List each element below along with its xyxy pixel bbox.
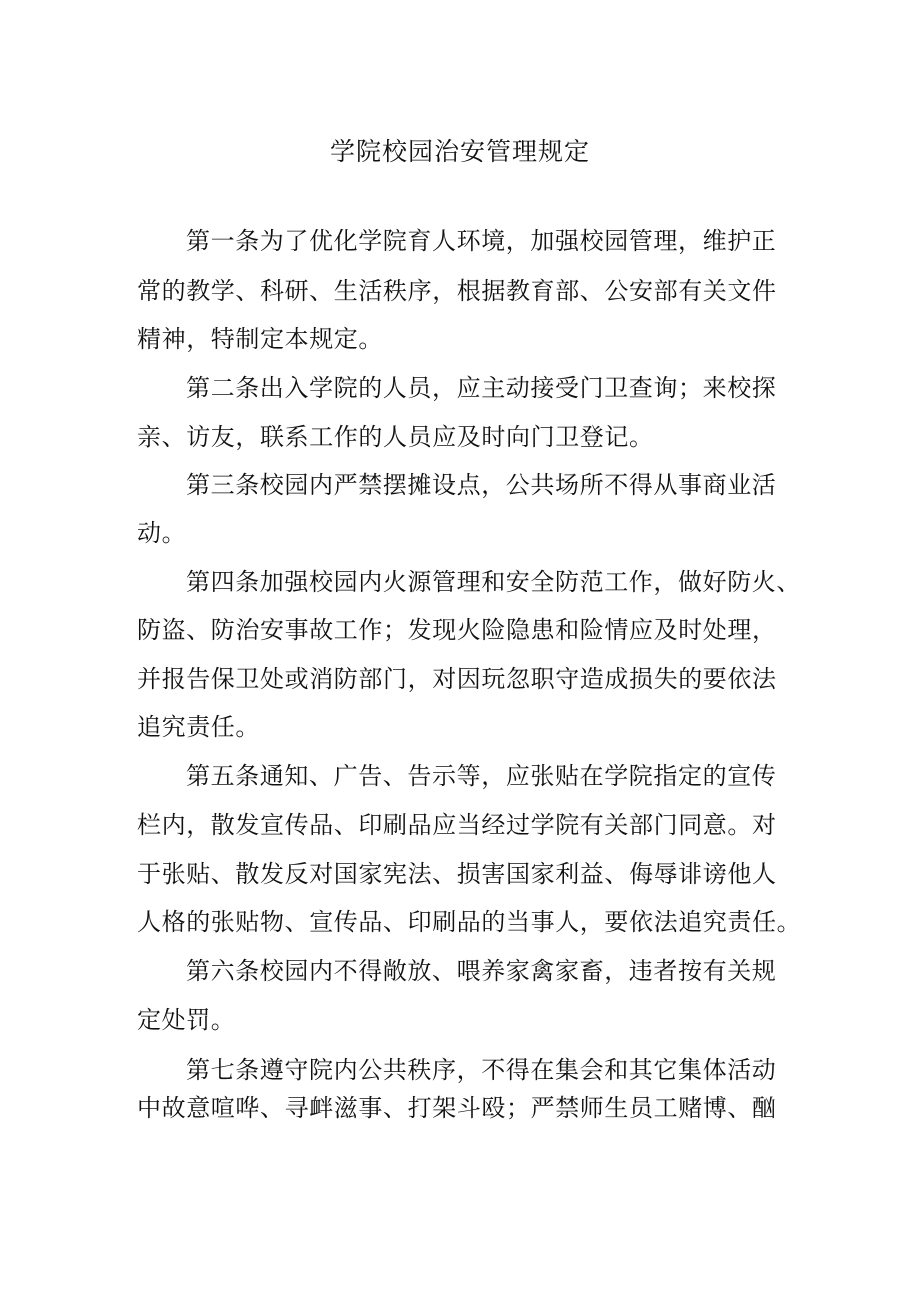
article-1-line-3: 精神，特制定本规定。	[137, 325, 383, 353]
article-4-line-3: 并报告保卫处或消防部门，对因玩忽职守造成损失的要依法	[137, 665, 777, 693]
article-3-line-1: 第三条校园内严禁摆摊设点，公共场所不得从事商业活	[186, 471, 777, 499]
article-7-line-2: 中故意喧哗、寻衅滋事、打架斗殴；严禁师生员工赌博、酗	[137, 1094, 777, 1122]
article-7-line-1: 第七条遵守院内公共秩序，不得在集会和其它集体活动	[186, 1056, 777, 1084]
article-6-line-2: 定处罚。	[137, 1006, 236, 1034]
article-5-line-4: 人格的张贴物、宣传品、印刷品的当事人，要依法追究责任。	[137, 908, 802, 936]
article-4-line-1: 第四条加强校园内火源管理和安全防范工作，做好防火、	[186, 568, 801, 596]
article-1-line-1: 第一条为了优化学院育人环境，加强校园管理，维护正	[186, 227, 777, 255]
article-4-line-2: 防盗、防治安事故工作；发现火险隐患和险情应及时处理，	[137, 616, 777, 644]
article-4-line-4: 追究责任。	[137, 713, 260, 741]
page-title: 学院校园治安管理规定	[329, 137, 590, 166]
article-5-line-3: 于张贴、散发反对国家宪法、损害国家利益、侮辱诽谤他人	[137, 860, 777, 888]
article-2-line-1: 第二条出入学院的人员，应主动接受门卫查询；来校探	[186, 374, 777, 402]
article-6-line-1: 第六条校园内不得敞放、喂养家禽家畜，违者按有关规	[186, 957, 777, 985]
article-5-line-1: 第五条通知、广告、告示等，应张贴在学院指定的宣传	[186, 762, 777, 790]
article-5-line-2: 栏内，散发宣传品、印刷品应当经过学院有关部门同意。对	[137, 811, 777, 839]
article-3-line-2: 动。	[137, 519, 187, 547]
article-2-line-2: 亲、访友，联系工作的人员应及时向门卫登记。	[137, 423, 654, 451]
article-1-line-2: 常的教学、科研、生活秩序，根据教育部、公安部有关文件	[137, 277, 777, 305]
